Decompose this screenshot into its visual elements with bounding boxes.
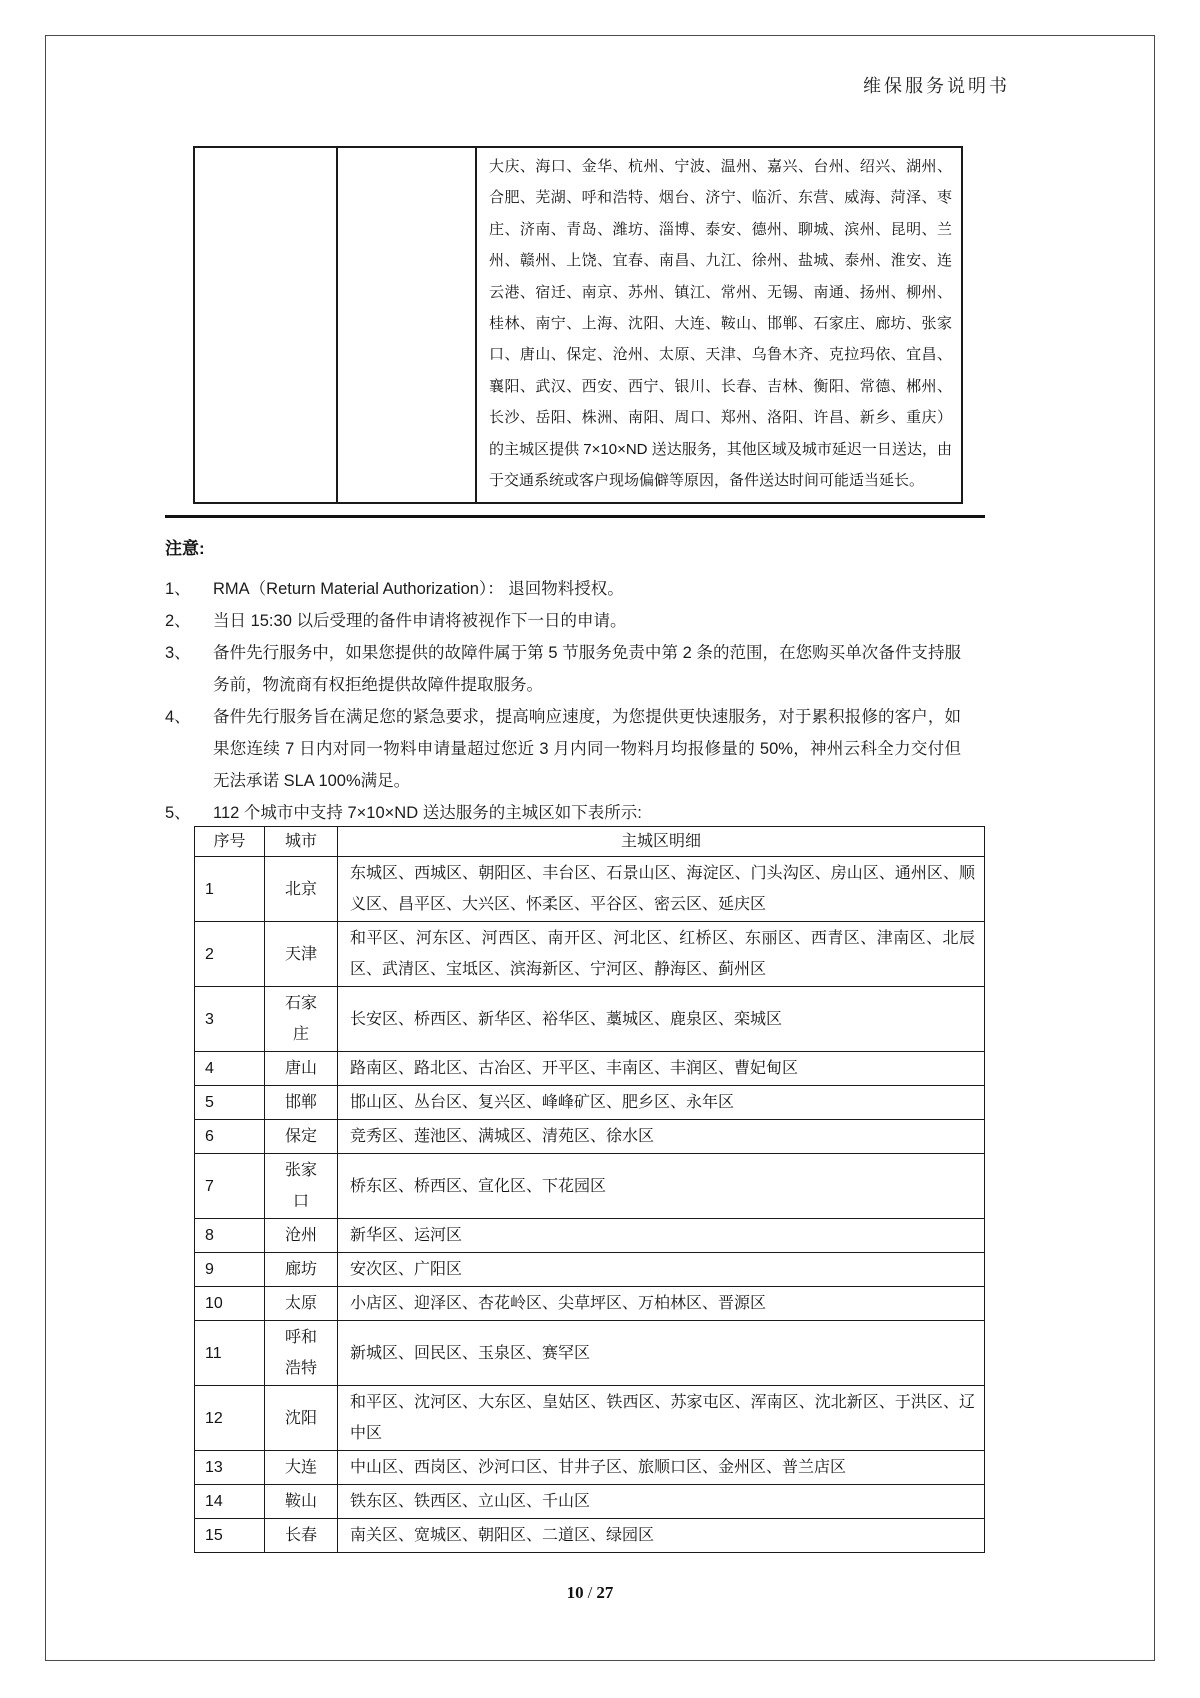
section-divider-rule (165, 515, 985, 518)
page-current: 10 (566, 1583, 584, 1602)
city-cell: 张家口 (265, 1154, 338, 1219)
city-cell: 保定 (265, 1120, 338, 1154)
districts-cell: 东城区、西城区、朝阳区、丰台区、石景山区、海淀区、门头沟区、房山区、通州区、顺义区、昌平区、大兴区、怀柔区、平谷区、密云区、延庆区 (338, 857, 985, 922)
header-city: 城市 (265, 827, 338, 857)
table-row (195, 1219, 985, 1253)
serial-cell: 13 (195, 1451, 265, 1485)
note-number: 1、 (165, 580, 191, 598)
city-cell: 太原 (265, 1287, 338, 1321)
serial-cell: 7 (195, 1154, 265, 1219)
districts-cell: 路南区、路北区、古冶区、开平区、丰南区、丰润区、曹妃甸区 (338, 1052, 985, 1086)
note-item (165, 573, 965, 605)
table-row (195, 1386, 985, 1451)
city-cell: 沧州 (265, 1219, 338, 1253)
serial-cell: 1 (195, 857, 265, 922)
notes-heading: 注意: (165, 539, 205, 558)
table-row (195, 857, 985, 922)
page-number (0, 1583, 1180, 1603)
serial-cell: 14 (195, 1485, 265, 1519)
note-text: 备件先行服务中，如果您提供的故障件属于第 5 节服务免责中第 2 条的范围，在您购买单次备件支持服务前，物流商有权拒绝提供故障件提取服务。 (213, 644, 961, 694)
serial-cell: 2 (195, 922, 265, 987)
city-cell: 廊坊 (265, 1253, 338, 1287)
districts-cell: 和平区、沈河区、大东区、皇姑区、铁西区、苏家屯区、浑南区、沈北新区、于洪区、辽中区 (338, 1386, 985, 1451)
table-row (195, 1451, 985, 1485)
city-cell: 北京 (265, 857, 338, 922)
districts-cell: 新华区、运河区 (338, 1219, 985, 1253)
table-header-row (195, 827, 985, 857)
serial-cell: 4 (195, 1052, 265, 1086)
serial-cell: 11 (195, 1321, 265, 1386)
districts-cell: 中山区、西岗区、沙河口区、甘井子区、旅顺口区、金州区、普兰店区 (338, 1451, 985, 1485)
table-row (195, 1154, 985, 1219)
note-item (165, 797, 965, 829)
table-row (195, 1120, 985, 1154)
serial-cell: 9 (195, 1253, 265, 1287)
note-text: RMA（Return Material Authorization）： 退回物料授权。 (213, 580, 624, 598)
serial-cell: 8 (195, 1219, 265, 1253)
note-text: 112 个城市中支持 7×10×ND 送达服务的主城区如下表所示: (213, 804, 642, 822)
table-row (194, 147, 962, 503)
table-row (195, 922, 985, 987)
note-text: 当日 15:30 以后受理的备件申请将被视作下一日的申请。 (213, 612, 627, 630)
districts-cell: 铁东区、铁西区、立山区、千山区 (338, 1485, 985, 1519)
table-row (195, 1321, 985, 1386)
note-item (165, 701, 965, 797)
serial-cell: 12 (195, 1386, 265, 1451)
page-separator: / (587, 1583, 593, 1602)
note-number: 4、 (165, 708, 191, 726)
note-text: 备件先行服务旨在满足您的紧急要求，提高响应速度，为您提供更快速服务，对于累积报修的客户，如果您连续 7 日内对同一物料申请量超过您近 3 月内同一物料月均报修量的 50%，神州云科全力交付但无法承诺 SLA 100%满足。 (213, 708, 961, 790)
districts-cell: 和平区、河东区、河西区、南开区、河北区、红桥区、东丽区、西青区、津南区、北辰区、武清区、宝坻区、滨海新区、宁河区、静海区、蓟州区 (338, 922, 985, 987)
serial-cell: 15 (195, 1519, 265, 1553)
header-districts: 主城区明细 (338, 827, 985, 857)
districts-cell: 邯山区、丛台区、复兴区、峰峰矿区、肥乡区、永年区 (338, 1086, 985, 1120)
city-cell: 天津 (265, 922, 338, 987)
districts-cell: 长安区、桥西区、新华区、裕华区、藁城区、鹿泉区、栾城区 (338, 987, 985, 1052)
city-cell: 长春 (265, 1519, 338, 1553)
empty-cell-left (194, 147, 337, 503)
table-row (195, 1519, 985, 1553)
districts-cell: 小店区、迎泽区、杏花岭区、尖草坪区、万柏林区、晋源区 (338, 1287, 985, 1321)
table-row (195, 1485, 985, 1519)
note-number: 2、 (165, 612, 191, 630)
notes-section (165, 533, 965, 829)
document-header-title: 维保服务说明书 (863, 76, 1010, 96)
city-cell: 鞍山 (265, 1485, 338, 1519)
empty-cell-middle (337, 147, 476, 503)
districts-cell: 南关区、宽城区、朝阳区、二道区、绿园区 (338, 1519, 985, 1553)
table-row (195, 1287, 985, 1321)
city-cell: 邯郸 (265, 1086, 338, 1120)
main-districts-table (194, 826, 985, 1553)
districts-cell: 竞秀区、莲池区、满城区、清苑区、徐水区 (338, 1120, 985, 1154)
city-cell: 大连 (265, 1451, 338, 1485)
delivery-cities-text: 大庆、海口、金华、杭州、宁波、温州、嘉兴、台州、绍兴、湖州、合肥、芜湖、呼和浩特、烟台、济宁、临沂、东营、威海、菏泽、枣庄、济南、青岛、潍坊、淄博、泰安、德州、聊城、滨州、昆明、兰州、赣州、上饶、宜春、南昌、九江、徐州、盐城、泰州、淮安、连云港、宿迁、南京、苏州、镇江、常州、无锡、南通、扬州、柳州、桂林、南宁、上海、沈阳、大连、鞍山、邯郸、石家庄、廊坊、张家口、唐山、保定、沧州、太原、天津、乌鲁木齐、克拉玛依、宜昌、襄阳、武汉、西安、西宁、银川、长春、吉林、衡阳、常德、郴州、长沙、岳阳、株洲、南阳、周口、郑州、洛阳、许昌、新乡、重庆）的主城区提供 7×10×ND 送达服务，其他区域及城市延迟一日送达，由于交通系统或客户现场偏僻等原因，备件送达时间可能适当延长。 (476, 147, 962, 503)
serial-cell: 6 (195, 1120, 265, 1154)
districts-cell: 新城区、回民区、玉泉区、赛罕区 (338, 1321, 985, 1386)
serial-cell: 3 (195, 987, 265, 1052)
city-cell: 呼和浩特 (265, 1321, 338, 1386)
table-row (195, 1052, 985, 1086)
city-cell: 石家庄 (265, 987, 338, 1052)
note-number: 3、 (165, 644, 191, 662)
note-item (165, 605, 965, 637)
city-cell: 沈阳 (265, 1386, 338, 1451)
delivery-cities-table (193, 146, 963, 504)
header-serial: 序号 (195, 827, 265, 857)
note-item (165, 637, 965, 701)
city-cell: 唐山 (265, 1052, 338, 1086)
serial-cell: 10 (195, 1287, 265, 1321)
page-total: 27 (596, 1583, 614, 1602)
districts-cell: 安次区、广阳区 (338, 1253, 985, 1287)
serial-cell: 5 (195, 1086, 265, 1120)
districts-cell: 桥东区、桥西区、宣化区、下花园区 (338, 1154, 985, 1219)
note-number: 5、 (165, 804, 191, 822)
table-row (195, 1086, 985, 1120)
table-row (195, 1253, 985, 1287)
table-row (195, 987, 985, 1052)
